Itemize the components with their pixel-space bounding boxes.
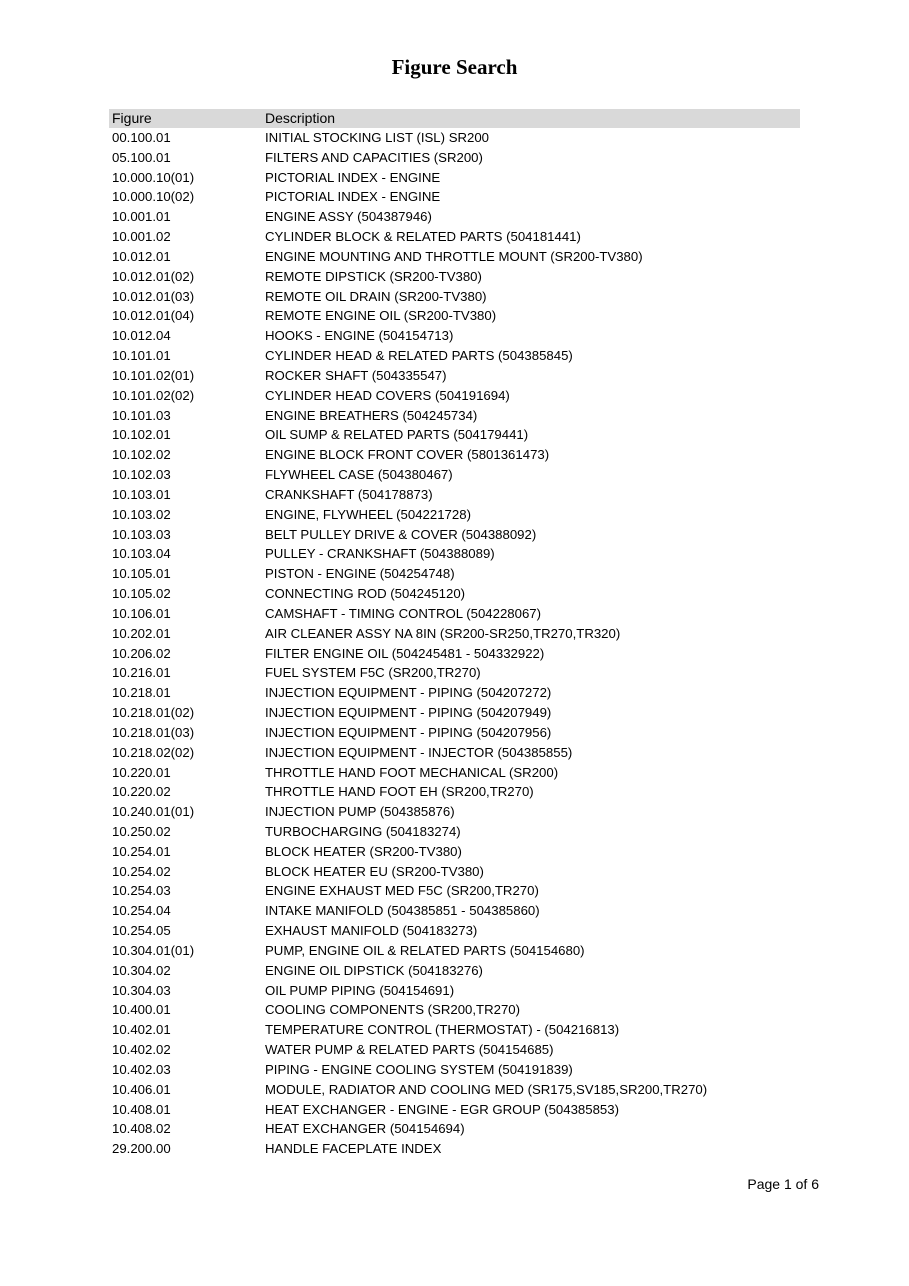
table-row xyxy=(109,485,800,505)
table-row xyxy=(109,981,800,1001)
table-row xyxy=(109,1080,800,1100)
figure-description: INJECTION EQUIPMENT - INJECTOR (504385855) xyxy=(265,744,573,760)
figure-description: WATER PUMP & RELATED PARTS (504154685) xyxy=(265,1042,554,1058)
figure-number: 10.254.04 xyxy=(112,903,171,919)
table-row xyxy=(109,961,800,981)
table-row xyxy=(109,1060,800,1080)
table-row xyxy=(109,267,800,287)
figure-number: 10.220.02 xyxy=(112,784,171,800)
figure-description: ENGINE OIL DIPSTICK (504183276) xyxy=(265,962,483,978)
figure-description: CAMSHAFT - TIMING CONTROL (504228067) xyxy=(265,605,542,621)
column-header-description: Description xyxy=(265,110,336,126)
table-row xyxy=(109,881,800,901)
table-row xyxy=(109,326,800,346)
table-row xyxy=(109,346,800,366)
figure-description: CYLINDER HEAD & RELATED PARTS (504385845) xyxy=(265,348,573,364)
figure-number: 10.012.01(04) xyxy=(112,308,195,324)
table-row xyxy=(109,822,800,842)
figure-number: 10.402.02 xyxy=(112,1042,171,1058)
table-row xyxy=(109,723,800,743)
table-row xyxy=(109,287,800,307)
figure-description: HEAT EXCHANGER - ENGINE - EGR GROUP (504385853) xyxy=(265,1101,619,1117)
table-row xyxy=(109,386,800,406)
table-row xyxy=(109,1000,800,1020)
figure-number: 10.254.05 xyxy=(112,923,171,939)
figure-number: 10.102.03 xyxy=(112,467,171,483)
table-row xyxy=(109,366,800,386)
figure-description: CRANKSHAFT (504178873) xyxy=(265,486,433,502)
figure-number: 10.105.01 xyxy=(112,566,171,582)
table-row xyxy=(109,921,800,941)
figure-number: 10.105.02 xyxy=(112,586,171,602)
figure-number: 10.012.01(03) xyxy=(112,288,195,304)
figure-number: 10.220.01 xyxy=(112,764,171,780)
table-row xyxy=(109,901,800,921)
figure-description: OIL PUMP PIPING (504154691) xyxy=(265,982,455,998)
figure-number: 10.218.02(02) xyxy=(112,744,195,760)
figure-number: 10.103.03 xyxy=(112,526,171,542)
figure-description: PUMP, ENGINE OIL & RELATED PARTS (504154680) xyxy=(265,942,585,958)
table-row xyxy=(109,505,800,525)
table-row xyxy=(109,782,800,802)
figure-description: THROTTLE HAND FOOT MECHANICAL (SR200) xyxy=(265,764,559,780)
table-row xyxy=(109,663,800,683)
figure-number: 00.100.01 xyxy=(112,130,171,145)
figure-number: 10.012.01(02) xyxy=(112,268,195,284)
figure-description: TEMPERATURE CONTROL (THERMOSTAT) - (504216813) xyxy=(265,1022,620,1038)
table-row xyxy=(109,584,800,604)
figure-description: INJECTION EQUIPMENT - PIPING (504207949) xyxy=(265,705,552,721)
figure-description: HEAT EXCHANGER (504154694) xyxy=(265,1121,465,1137)
figure-description: PULLEY - CRANKSHAFT (504388089) xyxy=(265,546,495,562)
figure-description: FILTERS AND CAPACITIES (SR200) xyxy=(265,149,483,165)
figure-number: 10.206.02 xyxy=(112,645,171,661)
figure-number: 10.304.01(01) xyxy=(112,942,195,958)
figure-description: COOLING COMPONENTS (SR200,TR270) xyxy=(265,1002,521,1018)
figure-description: PIPING - ENGINE COOLING SYSTEM (504191839) xyxy=(265,1061,573,1077)
figure-description: INJECTION EQUIPMENT - PIPING (504207272) xyxy=(265,685,552,701)
table-row xyxy=(109,1139,800,1159)
figure-description: INJECTION PUMP (504385876) xyxy=(265,804,455,820)
table-row xyxy=(109,564,800,584)
table-body xyxy=(109,128,800,1159)
table-row xyxy=(109,703,800,723)
figure-description: THROTTLE HAND FOOT EH (SR200,TR270) xyxy=(265,784,534,800)
figure-number: 10.103.02 xyxy=(112,506,171,522)
figure-description: FLYWHEEL CASE (504380467) xyxy=(265,467,453,483)
figure-description: FILTER ENGINE OIL (504245481 - 504332922) xyxy=(265,645,545,661)
figure-description: PICTORIAL INDEX - ENGINE xyxy=(265,169,441,185)
figure-number: 10.304.03 xyxy=(112,982,171,998)
figure-number: 10.402.01 xyxy=(112,1022,171,1038)
figure-number: 10.001.01 xyxy=(112,209,171,225)
figure-number: 10.254.01 xyxy=(112,843,171,859)
figure-number: 10.250.02 xyxy=(112,823,171,839)
figure-number: 10.001.02 xyxy=(112,229,171,245)
figure-number: 10.012.01 xyxy=(112,248,171,264)
figure-description: INJECTION EQUIPMENT - PIPING (504207956) xyxy=(265,724,552,740)
figure-number: 10.101.03 xyxy=(112,407,171,423)
table-row xyxy=(109,624,800,644)
table-row xyxy=(109,1020,800,1040)
figure-number: 10.101.02(01) xyxy=(112,367,195,383)
figure-description: EXHAUST MANIFOLD (504183273) xyxy=(265,923,478,939)
figure-number: 10.304.02 xyxy=(112,962,171,978)
table-row xyxy=(109,445,800,465)
figure-description: ENGINE BREATHERS (504245734) xyxy=(265,407,478,423)
table-row xyxy=(109,128,800,148)
figure-description: ENGINE BLOCK FRONT COVER (5801361473) xyxy=(265,447,550,463)
table-row xyxy=(109,862,800,882)
table-row xyxy=(109,227,800,247)
figure-description: MODULE, RADIATOR AND COOLING MED (SR175,SV185,SR200,TR270) xyxy=(265,1081,708,1097)
table-row xyxy=(109,187,800,207)
table-row xyxy=(109,1040,800,1060)
table-header xyxy=(109,109,800,128)
figure-number: 10.101.02(02) xyxy=(112,387,195,403)
figure-description: OIL SUMP & RELATED PARTS (504179441) xyxy=(265,427,529,443)
table-row xyxy=(109,842,800,862)
table-row xyxy=(109,604,800,624)
figure-description: REMOTE OIL DRAIN (SR200-TV380) xyxy=(265,288,487,304)
figure-number: 10.103.01 xyxy=(112,486,171,502)
figure-description: ENGINE ASSY (504387946) xyxy=(265,209,432,225)
page-number: Page 1 of 6 xyxy=(747,1176,819,1192)
figure-number: 10.102.01 xyxy=(112,427,171,443)
table-row xyxy=(109,941,800,961)
figure-description: HOOKS - ENGINE (504154713) xyxy=(265,328,454,344)
table-row xyxy=(109,763,800,783)
table-row xyxy=(109,802,800,822)
figure-description: FUEL SYSTEM F5C (SR200,TR270) xyxy=(265,665,481,681)
table-row xyxy=(109,1100,800,1120)
table-row xyxy=(109,406,800,426)
figure-description: INITIAL STOCKING LIST (ISL) SR200 xyxy=(265,130,490,145)
figure-description: AIR CLEANER ASSY NA 8IN (SR200-SR250,TR270,TR320) xyxy=(265,625,621,641)
figure-number: 10.103.04 xyxy=(112,546,171,562)
figure-description: INTAKE MANIFOLD (504385851 - 504385860) xyxy=(265,903,540,919)
table-row xyxy=(109,207,800,227)
figure-number: 05.100.01 xyxy=(112,149,171,165)
figure-number: 10.216.01 xyxy=(112,665,171,681)
figure-number: 10.402.03 xyxy=(112,1061,171,1077)
table-row xyxy=(109,644,800,664)
figure-description: PISTON - ENGINE (504254748) xyxy=(265,566,455,582)
table-row xyxy=(109,425,800,445)
figure-description: ENGINE, FLYWHEEL (504221728) xyxy=(265,506,471,522)
figure-number: 10.106.01 xyxy=(112,605,171,621)
figure-description: ENGINE MOUNTING AND THROTTLE MOUNT (SR200-TV380) xyxy=(265,248,643,264)
figure-description: ENGINE EXHAUST MED F5C (SR200,TR270) xyxy=(265,883,539,899)
column-header-figure: Figure xyxy=(112,110,152,126)
figure-description: CYLINDER HEAD COVERS (504191694) xyxy=(265,387,510,403)
figure-number: 10.254.02 xyxy=(112,863,171,879)
figure-description: ROCKER SHAFT (504335547) xyxy=(265,367,447,383)
figure-description: CONNECTING ROD (504245120) xyxy=(265,586,466,602)
figure-number: 10.000.10(01) xyxy=(112,169,195,185)
table-row xyxy=(109,306,800,326)
table-row xyxy=(109,168,800,188)
figure-number: 10.406.01 xyxy=(112,1081,171,1097)
figure-number: 10.218.01(03) xyxy=(112,724,195,740)
figure-number: 10.101.01 xyxy=(112,348,171,364)
figure-number: 10.400.01 xyxy=(112,1002,171,1018)
figure-description: HANDLE FACEPLATE INDEX xyxy=(265,1141,442,1157)
figure-number: 10.000.10(02) xyxy=(112,189,195,205)
table-row xyxy=(109,1119,800,1139)
figure-description: BLOCK HEATER EU (SR200-TV380) xyxy=(265,863,484,879)
figure-description: CYLINDER BLOCK & RELATED PARTS (504181441) xyxy=(265,229,581,245)
figure-description: BELT PULLEY DRIVE & COVER (504388092) xyxy=(265,526,537,542)
figure-number: 10.408.01 xyxy=(112,1101,171,1117)
figure-number: 10.240.01(01) xyxy=(112,804,195,820)
table-row xyxy=(109,247,800,267)
figure-number: 10.012.04 xyxy=(112,328,171,344)
table-row xyxy=(109,743,800,763)
figure-number: 29.200.00 xyxy=(112,1141,171,1157)
figure-number: 10.408.02 xyxy=(112,1121,171,1137)
figure-number: 10.102.02 xyxy=(112,447,171,463)
table-row xyxy=(109,683,800,703)
table-row xyxy=(109,525,800,545)
figure-number: 10.218.01(02) xyxy=(112,705,195,721)
table-row xyxy=(109,544,800,564)
page-title: Figure Search xyxy=(391,55,518,79)
table-row xyxy=(109,465,800,485)
figure-description: TURBOCHARGING (504183274) xyxy=(265,823,461,839)
figure-number: 10.218.01 xyxy=(112,685,171,701)
figure-table xyxy=(109,109,800,1159)
figure-description: REMOTE ENGINE OIL (SR200-TV380) xyxy=(265,308,497,324)
figure-description: PICTORIAL INDEX - ENGINE xyxy=(265,189,441,205)
figure-number: 10.254.03 xyxy=(112,883,171,899)
figure-description: REMOTE DIPSTICK (SR200-TV380) xyxy=(265,268,482,284)
figure-description: BLOCK HEATER (SR200-TV380) xyxy=(265,843,462,859)
table-row xyxy=(109,148,800,168)
figure-number: 10.202.01 xyxy=(112,625,171,641)
